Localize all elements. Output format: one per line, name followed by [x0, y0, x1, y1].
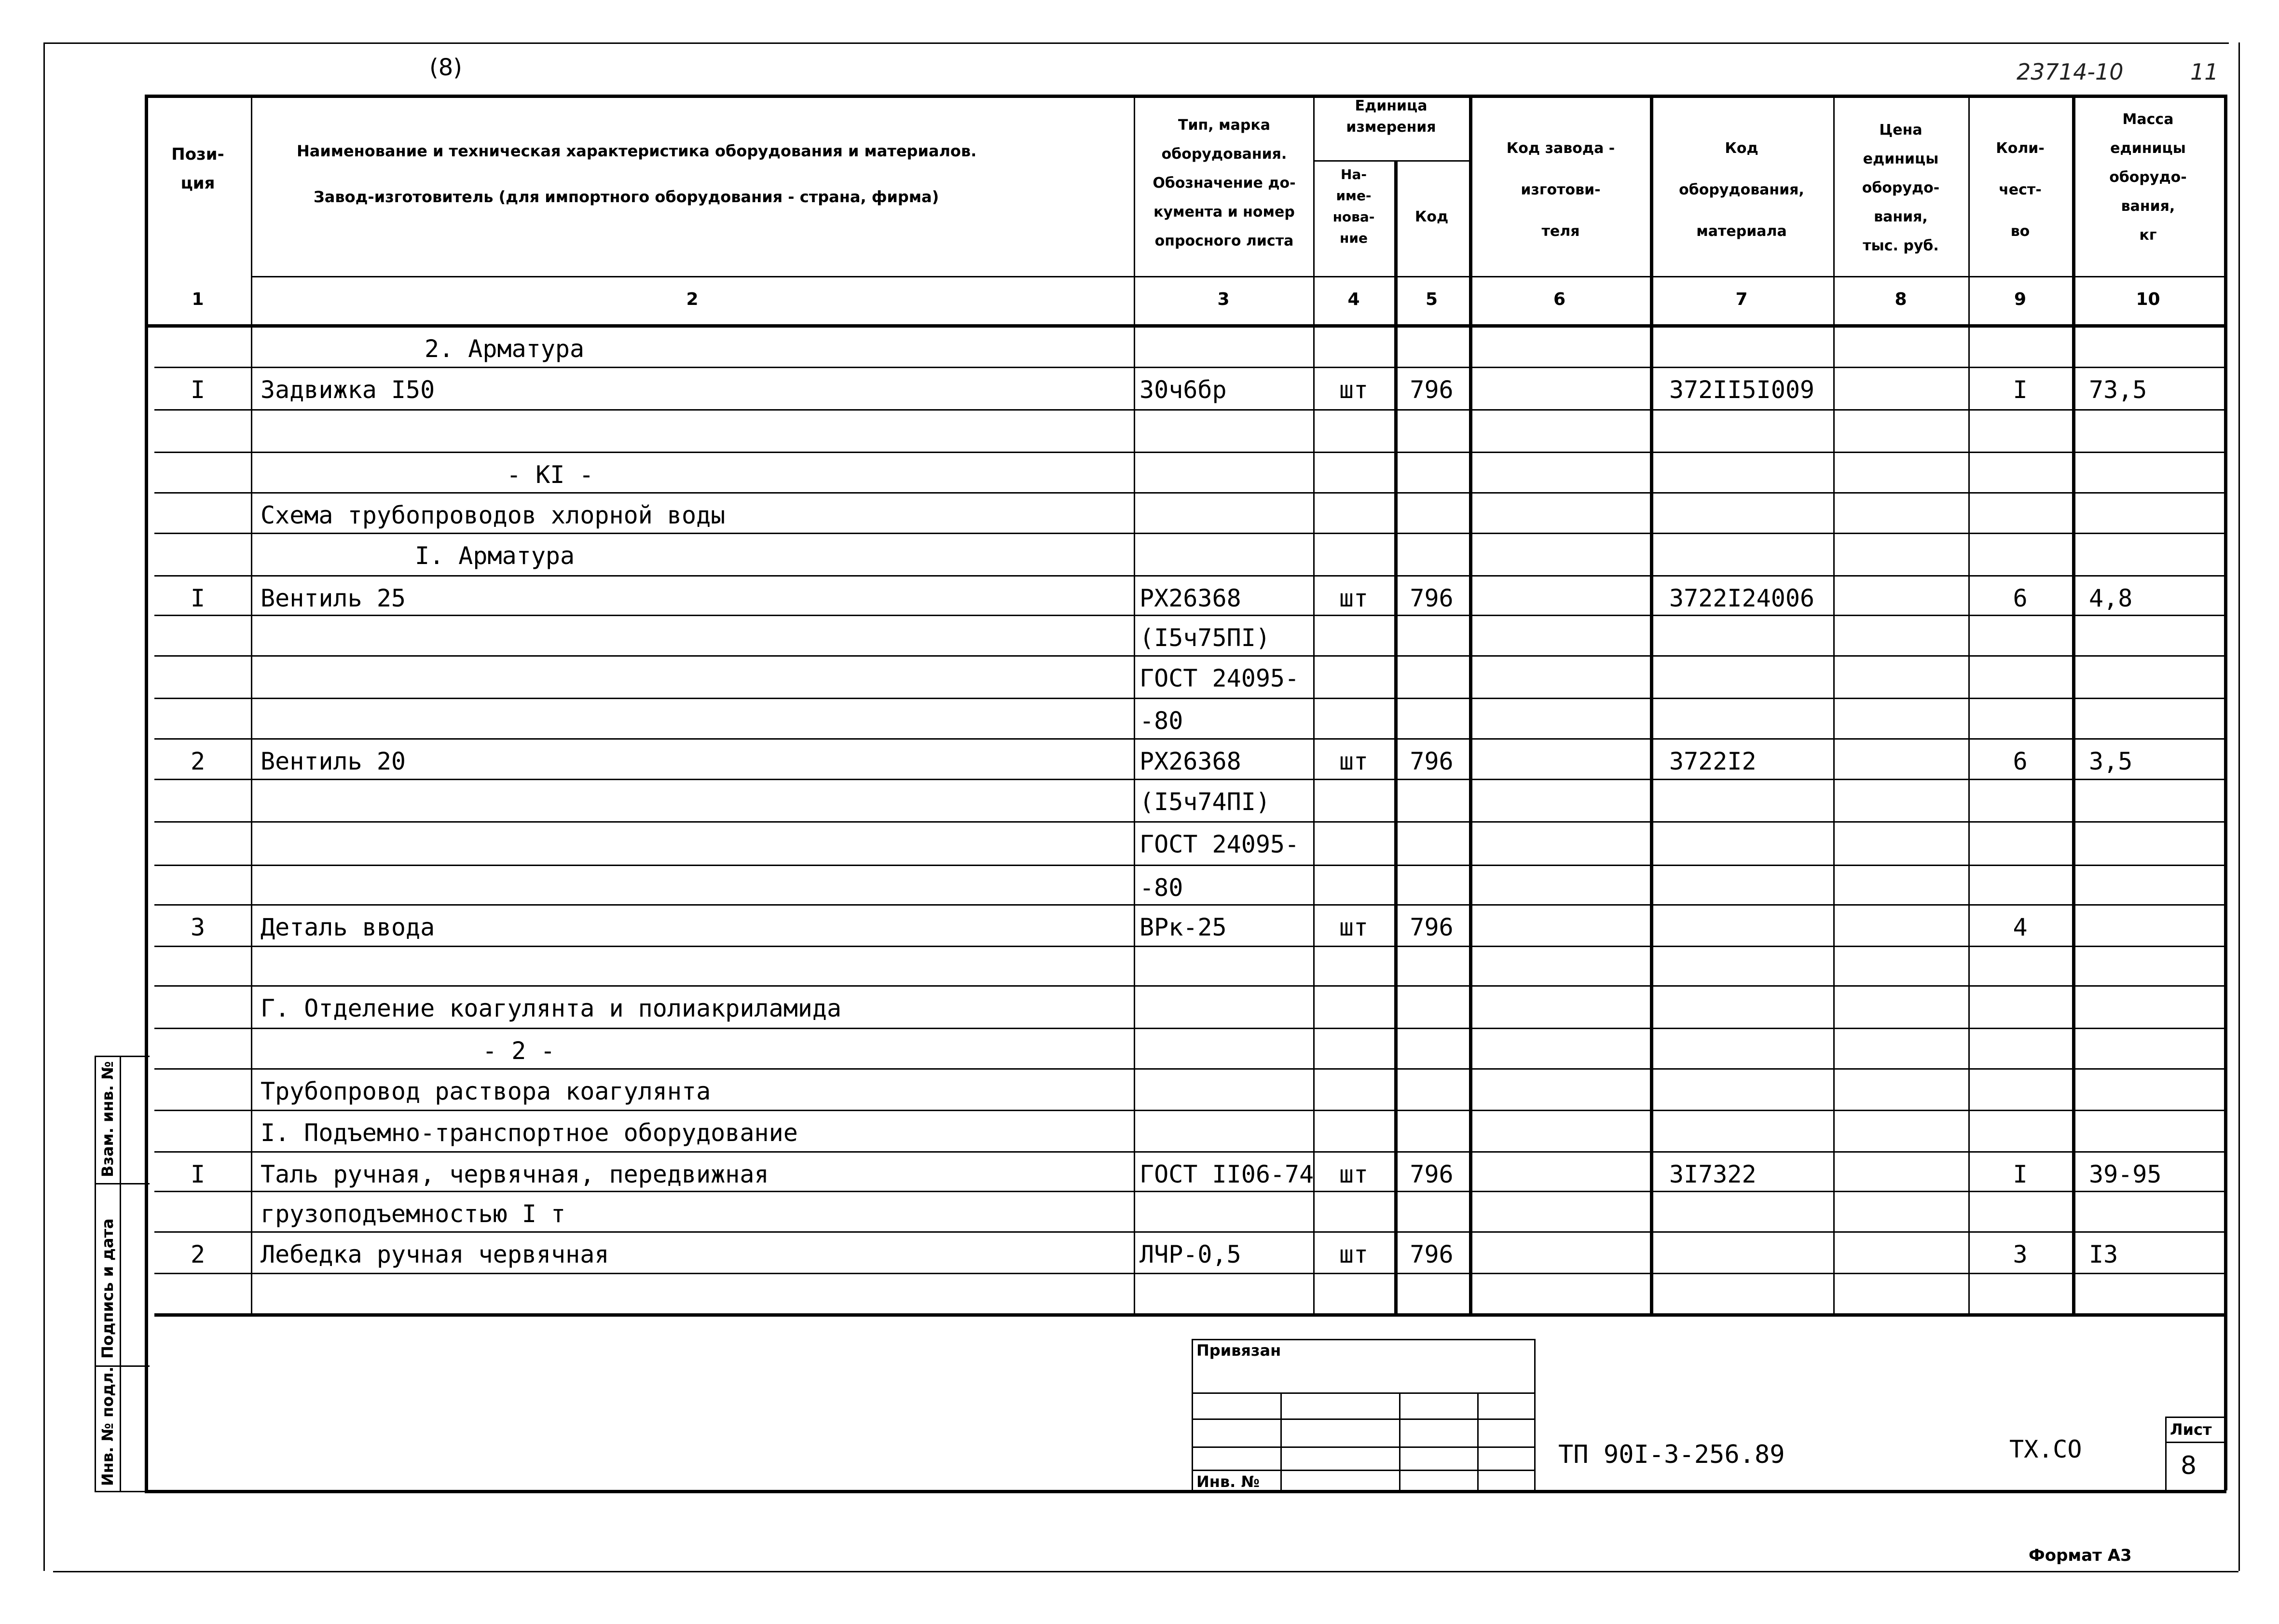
- doc-code: ТП 90I-3-256.89: [1558, 1440, 1785, 1469]
- frame-left: [43, 42, 45, 1571]
- cell-pos: 3: [190, 913, 206, 941]
- header-equipment-code: Код оборудования, материала: [1679, 140, 1804, 240]
- row-line: [154, 575, 2224, 577]
- frame-top: [43, 42, 2229, 44]
- header-unit-code: Код: [1414, 208, 1449, 225]
- bound-box-col: [1399, 1392, 1400, 1490]
- cell-name: Задвижка I50: [261, 376, 435, 404]
- row-line: [154, 1028, 2224, 1029]
- frame-right: [2238, 42, 2240, 1571]
- col-number: 8: [1895, 289, 1907, 309]
- set-code: ТХ.СО: [2009, 1435, 2082, 1463]
- header-quantity: Коли- чест- во: [1996, 140, 2045, 240]
- archive-page: 11: [2190, 59, 2219, 85]
- cell-type: ГОСТ 24095-: [1140, 664, 1300, 692]
- cell-type: РХ26368: [1140, 584, 1241, 612]
- col-right-border: [2224, 95, 2227, 1490]
- col-line-8: [1968, 95, 1970, 1313]
- sheet-area-line: [154, 1313, 2224, 1317]
- cell-name: Вентиль 20: [261, 747, 406, 775]
- cell-type: (I5ч75ПI): [1140, 624, 1270, 652]
- cell-mass: I3: [2089, 1240, 2118, 1268]
- row-line: [154, 698, 2224, 699]
- col-number: 6: [1553, 289, 1566, 309]
- bound-box-line: [1192, 1418, 1534, 1420]
- bound-box-col: [1477, 1392, 1479, 1490]
- header-name-line2: Завод-изготовитель (для импортного оборудования - страна, фирма): [314, 188, 939, 206]
- cell-mass: 73,5: [2089, 376, 2147, 404]
- cell-mass: 4,8: [2089, 584, 2133, 612]
- cell-type: -80: [1140, 874, 1183, 902]
- cell-type: -80: [1140, 707, 1183, 735]
- cell-name: Таль ручная, червячная, передвижная: [261, 1160, 769, 1188]
- header-position: Пози- ция: [171, 145, 224, 193]
- side-stamp-sign-date: Подпись и дата: [98, 1218, 117, 1359]
- cell-name: Трубопровод раствора коагулянта: [261, 1077, 711, 1105]
- cell-eq: 372II5I009: [1669, 376, 1815, 404]
- header-divider: [251, 276, 2226, 277]
- bound-box-line: [1192, 1470, 1534, 1471]
- cell-mass: 3,5: [2089, 747, 2133, 775]
- sheet-number: 8: [2181, 1451, 2197, 1480]
- cell-code: 796: [1410, 1160, 1454, 1188]
- cell-eq: 3I7322: [1669, 1160, 1757, 1188]
- cell-name: Деталь ввода: [261, 913, 435, 941]
- side-stamp-div: [95, 1183, 150, 1184]
- header-unit: Единица измерения: [1346, 97, 1436, 136]
- side-stamp-top: [95, 1056, 150, 1057]
- cell-name: Вентиль 25: [261, 584, 406, 612]
- header-factory-code: Код завода - изготови- теля: [1506, 140, 1615, 240]
- cell-qty: 6: [2013, 747, 2028, 775]
- cell-name: грузоподъемностью I т: [261, 1200, 566, 1228]
- bound-box-right: [1534, 1339, 1536, 1490]
- col-number: 2: [686, 289, 699, 309]
- sheet-label: Лист: [2170, 1420, 2212, 1439]
- bound-box-top: [1192, 1339, 1534, 1340]
- drawing-bottom-border: [145, 1490, 2226, 1493]
- cell-type: 30ч6бр: [1140, 376, 1227, 404]
- cell-pos: I: [190, 584, 206, 612]
- col-number: 10: [2136, 289, 2160, 309]
- cell-code: 796: [1410, 584, 1454, 612]
- cell-unit: шт: [1339, 1240, 1369, 1268]
- col-line-3: [1313, 95, 1315, 1313]
- header-type: Тип, марка оборудования. Обозначение до- кумента и номер опросного листа: [1153, 117, 1296, 249]
- bound-label: Привязан: [1196, 1341, 1281, 1360]
- cell-pos: 2: [190, 1240, 206, 1268]
- cell-unit: шт: [1339, 376, 1369, 404]
- bound-box-line: [1192, 1392, 1534, 1394]
- archive-number: 23714-10: [2017, 59, 2124, 85]
- cell-unit: шт: [1339, 913, 1369, 941]
- table-top-border: [145, 95, 2226, 98]
- cell-code: 796: [1410, 376, 1454, 404]
- cell-qty: 6: [2013, 584, 2028, 612]
- cell-code: 796: [1410, 1240, 1454, 1268]
- cell-eq: 3722I2: [1669, 747, 1757, 775]
- col-number: 3: [1217, 289, 1230, 309]
- frame-bottom: [53, 1571, 2238, 1572]
- colnum-bottom-border: [145, 324, 2226, 328]
- col-line-5: [1469, 95, 1472, 1313]
- cell-name: Г. Отделение коагулянта и полиакриламида: [261, 994, 842, 1022]
- row-line: [154, 865, 2224, 866]
- cell-name: Лебедка ручная червячная: [261, 1240, 609, 1268]
- col-line-7: [1833, 95, 1835, 1313]
- side-stamp-bottom: [95, 1491, 150, 1492]
- header-mass: Масса единицы оборудо- вания, кг: [2109, 111, 2187, 244]
- cell-name: - 2 -: [482, 1037, 555, 1065]
- row-line: [154, 985, 2224, 987]
- cell-mass: 39-95: [2089, 1160, 2162, 1188]
- cell-eq: 3722I24006: [1669, 584, 1815, 612]
- cell-unit: шт: [1339, 584, 1369, 612]
- cell-code: 796: [1410, 913, 1454, 941]
- cell-type: (I5ч74ПI): [1140, 788, 1270, 816]
- cell-name: I. Подъемно-транспортное оборудование: [261, 1119, 798, 1147]
- cell-qty: I: [2013, 376, 2028, 404]
- sheet-box-mid: [2165, 1442, 2224, 1443]
- side-stamp-inv-original: Инв. № подл.: [98, 1366, 117, 1486]
- col-number: 4: [1347, 289, 1360, 309]
- col-number: 7: [1735, 289, 1748, 309]
- cell-name: 2. Арматура: [425, 335, 585, 363]
- row-line: [154, 409, 2224, 411]
- inv-label: Инв. №: [1196, 1473, 1260, 1491]
- col-number: 5: [1425, 289, 1438, 309]
- side-stamp-mid: [120, 1056, 121, 1492]
- col-line-9: [2072, 95, 2075, 1313]
- cell-code: 796: [1410, 747, 1454, 775]
- col-line-1: [251, 95, 252, 1313]
- cell-qty: 3: [2013, 1240, 2028, 1268]
- cell-type: ГОСТ 24095-: [1140, 830, 1300, 858]
- cell-qty: I: [2013, 1160, 2028, 1188]
- cell-pos: I: [190, 376, 206, 404]
- row-line: [154, 452, 2224, 453]
- side-stamp-left: [95, 1056, 96, 1492]
- bound-box-col: [1280, 1392, 1282, 1490]
- bound-box-line: [1192, 1446, 1534, 1448]
- col-number: 1: [192, 289, 204, 309]
- col-line-4: [1394, 160, 1398, 1313]
- cell-type: ГОСТ II06-74: [1140, 1160, 1314, 1188]
- sheet-box-top: [2165, 1417, 2224, 1418]
- cell-type: РХ26368: [1140, 747, 1241, 775]
- cell-unit: шт: [1339, 1160, 1369, 1188]
- top-page-label: (8): [429, 54, 462, 81]
- header-unit-name: На- име- нова- ние: [1332, 166, 1375, 246]
- cell-pos: I: [190, 1160, 206, 1188]
- cell-name: I. Арматура: [415, 542, 575, 570]
- cell-name: - KI -: [507, 461, 594, 489]
- header-price: Цена единицы оборудо- вания, тыс. руб.: [1862, 122, 1940, 254]
- header-name-line1: Наименование и техническая характеристика оборудования и материалов.: [297, 142, 977, 160]
- cell-pos: 2: [190, 747, 206, 775]
- cell-qty: 4: [2013, 913, 2028, 941]
- side-stamp-replace-inv: Взам. инв. №: [98, 1061, 117, 1177]
- unit-subheader-line: [1313, 160, 1469, 162]
- format-label: Формат А3: [2029, 1546, 2132, 1565]
- cell-unit: шт: [1339, 747, 1369, 775]
- col-line-6: [1650, 95, 1653, 1313]
- cell-name: Схема трубопроводов хлорной воды: [261, 501, 726, 529]
- row-line: [154, 821, 2224, 823]
- sheet-box-left: [2165, 1417, 2167, 1490]
- cell-type: ЛЧР-0,5: [1140, 1240, 1241, 1268]
- bound-box-left: [1192, 1339, 1193, 1490]
- col-line-2: [1134, 95, 1135, 1313]
- col-number: 9: [2014, 289, 2027, 309]
- cell-type: ВРк-25: [1140, 913, 1227, 941]
